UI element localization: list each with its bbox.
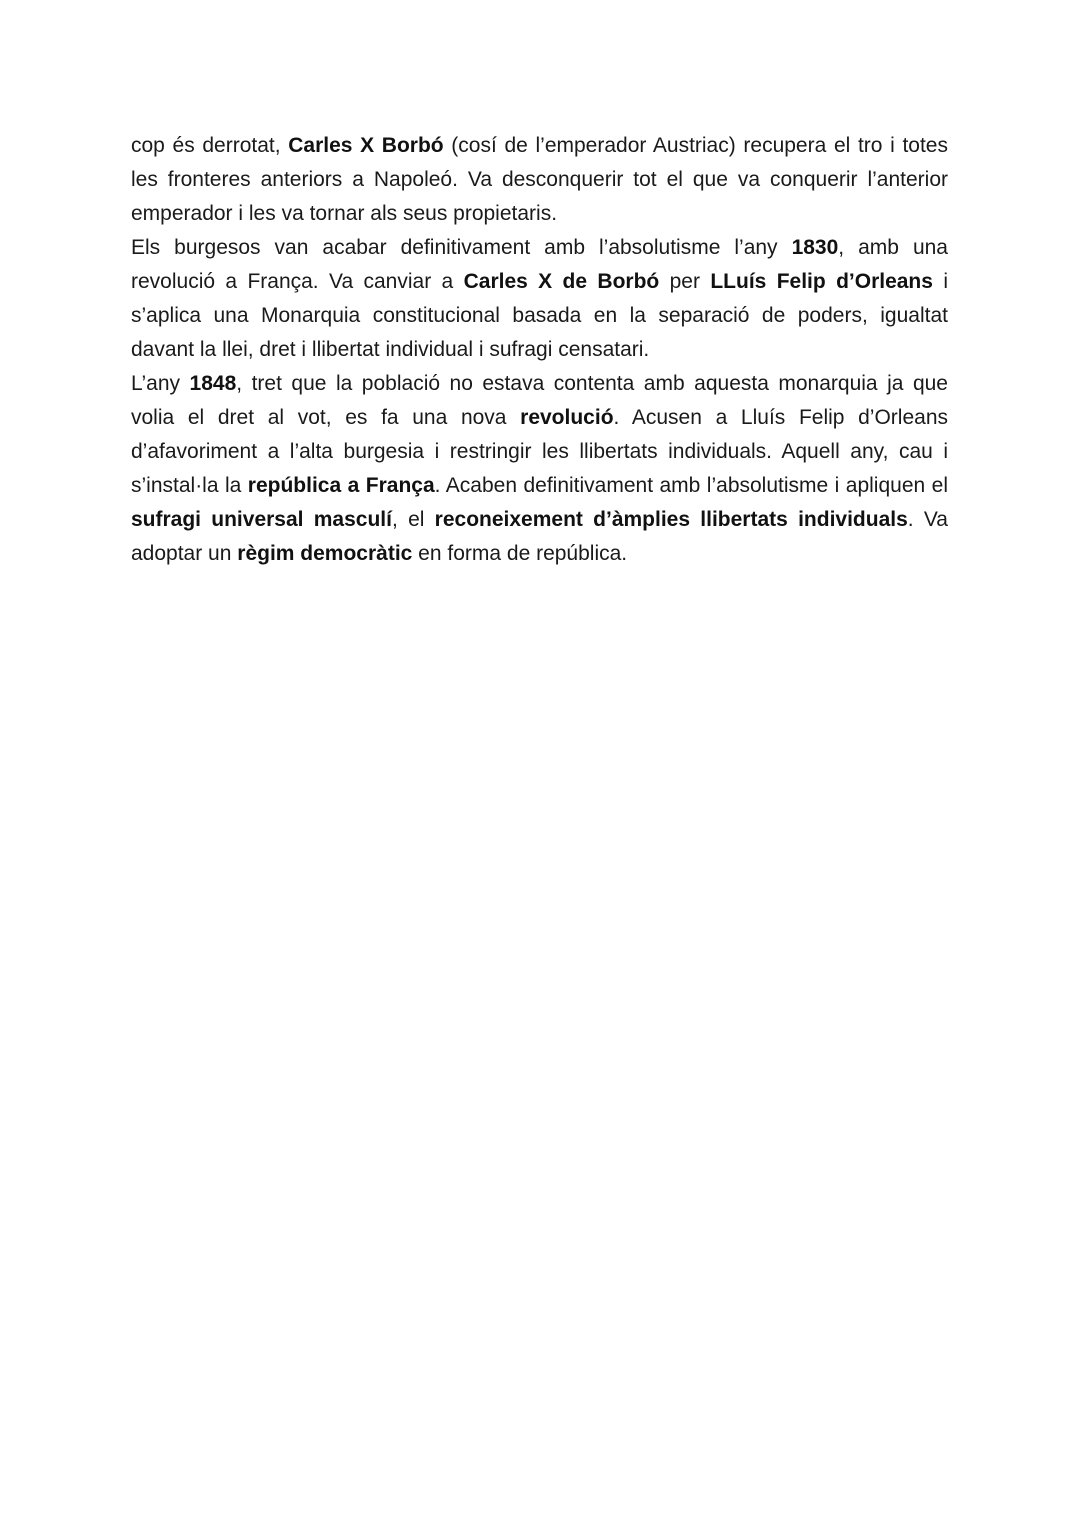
bold-text: revolució bbox=[520, 406, 614, 429]
text: , tret que la població no estava contenta amb aquesta monarquia ja que volia el dret al vot, es fa una nova bbox=[131, 372, 948, 429]
bold-text: sufragi universal masculí bbox=[131, 508, 392, 531]
text: , el bbox=[391, 508, 435, 531]
text: . Acusen a Lluís Felip d’Orleans d’afavoriment a l’alta burgesia i restringir les llibertats individuals. Aquell any, cau i s’instal·la la bbox=[131, 406, 948, 497]
text: Els burgesos van acabar definitivament amb l’absolutisme l’any bbox=[131, 236, 792, 259]
bold-text: 1830 bbox=[791, 236, 839, 259]
paragraph-carles-x bbox=[131, 129, 948, 231]
text: L’any bbox=[131, 372, 190, 395]
text: , amb una revolució a França. Va canviar a bbox=[131, 236, 948, 293]
bold-text: reconeixement d’àmplies llibertats individuals bbox=[434, 508, 908, 531]
bold-text: 1848 bbox=[189, 372, 237, 395]
bold-text: Carles X de Borbó bbox=[463, 270, 660, 293]
text: (cosí de l’emperador Austriac) recupera el tro i totes les fronteres anteriors a Napoleó. Va desconquerir tot el que va conquerir l’anterior emperador i les va tornar als seus propietaris. bbox=[131, 134, 948, 225]
text: en forma de república. bbox=[412, 542, 628, 565]
bold-text: Carles X Borbó bbox=[288, 134, 444, 157]
document-body bbox=[131, 129, 948, 571]
text: i s’aplica una Monarquia constitucional basada en la separació de poders, igualtat davant la llei, dret i llibertat individual i sufragi censatari. bbox=[131, 270, 948, 361]
bold-text: república a França bbox=[247, 474, 435, 497]
text: . Acaben definitivament amb l’absolutisme i apliquen el bbox=[434, 474, 948, 497]
paragraph-1830 bbox=[131, 231, 948, 367]
paragraph-1848 bbox=[131, 367, 948, 571]
text: per bbox=[659, 270, 711, 293]
text: cop és derrotat, bbox=[131, 134, 289, 157]
text: . Va adoptar un bbox=[131, 508, 948, 565]
bold-text: règim democràtic bbox=[237, 542, 413, 565]
bold-text: LLuís Felip d’Orleans bbox=[710, 270, 933, 293]
